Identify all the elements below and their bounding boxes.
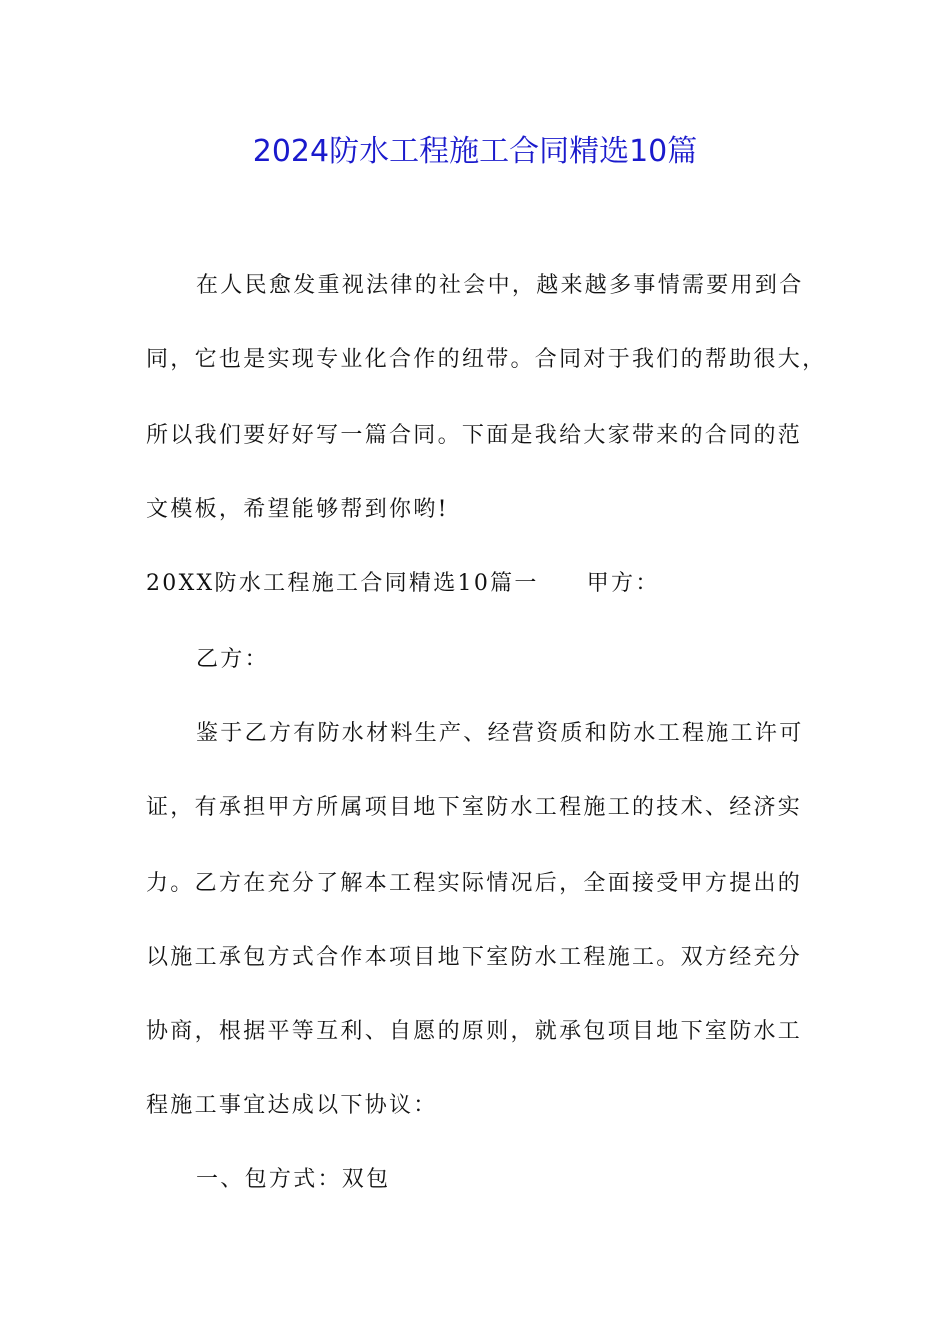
- section-heading: 20XX防水工程施工合同精选10篇一: [146, 571, 539, 596]
- body-line-3: 力。乙方在充分了解本工程实际情况后，全面接受甲方提出的: [146, 871, 803, 896]
- party-a-label: 甲方：: [586, 571, 660, 596]
- section-heading-row: [146, 568, 660, 600]
- body-line-4: 以施工承包方式合作本项目地下室防水工程施工。双方经充分: [146, 945, 803, 970]
- intro-line-1: 在人民愈发重视法律的社会中，越来越多事情需要用到合: [196, 273, 804, 298]
- party-b-label: 乙方：: [196, 647, 269, 672]
- document-title: 2024防水工程施工合同精选10篇: [252, 134, 698, 169]
- clause-1: 一、包方式：双包: [196, 1167, 391, 1192]
- body-line-2: 证，有承担甲方所属项目地下室防水工程施工的技术、经济实: [146, 795, 803, 820]
- body-line-1: 鉴于乙方有防水材料生产、经营资质和防水工程施工许可: [196, 721, 804, 746]
- intro-line-4: 文模板，希望能够帮到你哟!: [146, 497, 449, 522]
- body-line-5: 协商，根据平等互利、自愿的原则，就承包项目地下室防水工: [146, 1019, 803, 1044]
- intro-line-3: 所以我们要好好写一篇合同。下面是我给大家带来的合同的范: [146, 423, 803, 448]
- intro-line-2: 同，它也是实现专业化合作的纽带。合同对于我们的帮助很大，: [146, 347, 827, 372]
- body-line-6: 程施工事宜达成以下协议：: [146, 1093, 438, 1118]
